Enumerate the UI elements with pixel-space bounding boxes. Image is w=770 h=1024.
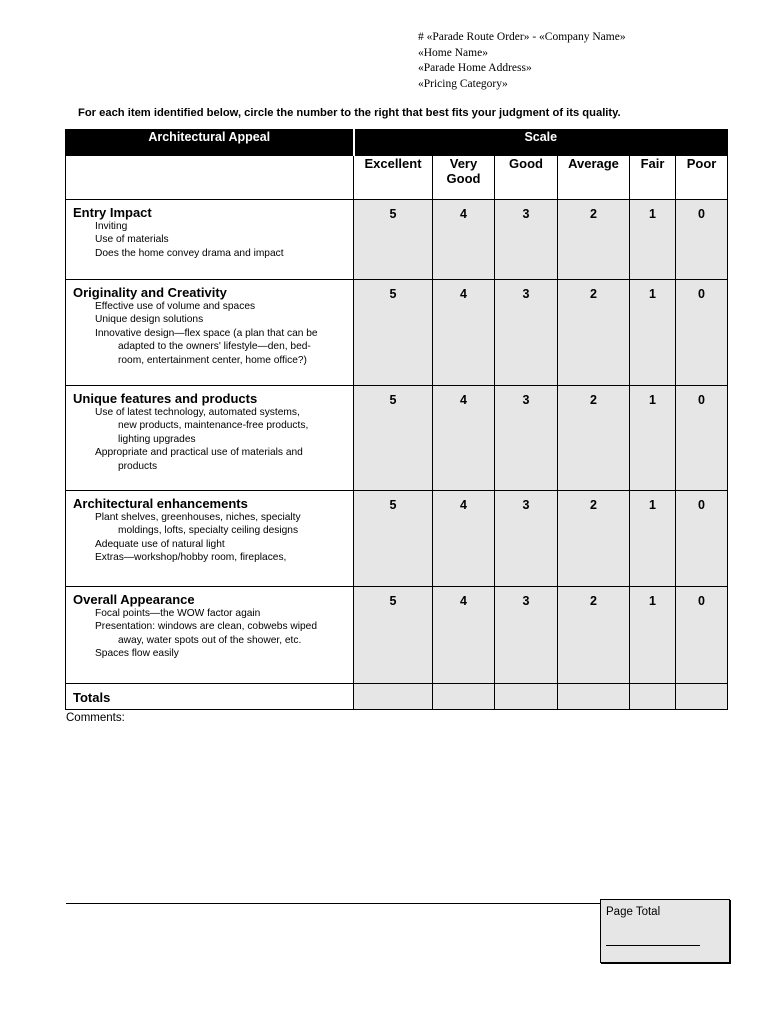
instructions-text: For each item identified below, circle the number to the right that best fits your judgment of its quality. [78,107,621,119]
page-total-box[interactable] [600,899,730,963]
totals-row [66,684,728,710]
scale-label-good: Good [495,156,558,200]
total-poor-field[interactable] [676,684,728,710]
score-1[interactable]: 1 [630,587,676,684]
total-good-field[interactable] [495,684,558,710]
criteria-line: new products, maintenance-free products, [118,420,309,432]
header-line-home-name: «Home Name» [418,46,488,59]
score-0[interactable]: 0 [676,587,728,684]
item-title: Entry Impact [73,205,152,220]
header-line-address: «Parade Home Address» [418,62,532,74]
scale-label-very-good: Very Good [433,156,495,200]
scale-label-excellent: Excellent [354,156,433,200]
item-title: Unique features and products [73,391,258,406]
score-2[interactable]: 2 [558,587,630,684]
page-total-label: Page Total [606,906,661,918]
item-description [66,386,354,491]
criteria-line: Presentation: windows are clean, cobwebs wiped [95,621,317,633]
score-1[interactable]: 1 [630,200,676,280]
score-3[interactable]: 3 [495,280,558,386]
criteria-line: Plant shelves, greenhouses, niches, specialty [95,512,301,523]
item-title: Originality and Creativity [73,285,227,300]
score-3[interactable]: 3 [495,200,558,280]
scale-label-fair: Fair [630,156,676,200]
criteria-line: Focal points—the WOW factor again [95,608,261,619]
table-row [66,491,728,587]
score-1[interactable]: 1 [630,491,676,587]
score-0[interactable]: 0 [676,491,728,587]
score-4[interactable]: 4 [433,491,495,587]
header-line-route-company: # «Parade Route Order» - «Company Name» [418,31,626,43]
criteria-line: adapted to the owners' lifestyle—den, bed- [118,341,311,353]
criteria-line: Inviting [95,221,128,232]
section-title: Architectural Appeal [66,130,354,156]
scale-label-poor: Poor [676,156,728,200]
table-row [66,200,728,280]
score-3[interactable]: 3 [495,386,558,491]
score-5[interactable]: 5 [354,587,433,684]
score-5[interactable]: 5 [354,200,433,280]
score-4[interactable]: 4 [433,386,495,491]
table-row [66,386,728,491]
criteria-line: away, water spots out of the shower, etc. [118,634,302,646]
criteria-line: lighting upgrades [118,433,196,445]
score-0[interactable]: 0 [676,280,728,386]
item-title: Overall Appearance [73,592,195,607]
item-description [66,587,354,684]
criteria-line: Unique design solutions [95,314,204,326]
scale-title: Scale [354,130,728,156]
score-2[interactable]: 2 [558,386,630,491]
criteria-line: Spaces flow easily [95,648,179,660]
score-3[interactable]: 3 [495,491,558,587]
score-4[interactable]: 4 [433,200,495,280]
comments-label: Comments: [66,712,125,724]
score-4[interactable]: 4 [433,587,495,684]
criteria-line: moldings, lofts, specialty ceiling designs [118,525,299,537]
total-fair-field[interactable] [630,684,676,710]
page-total-line [606,945,700,946]
score-5[interactable]: 5 [354,280,433,386]
comments-line [66,903,600,904]
blank-label-cell [66,156,354,200]
criteria-line: Effective use of volume and spaces [95,301,256,312]
criteria-line: Extras—workshop/hobby room, fireplaces, [95,552,287,564]
scale-label-average: Average [558,156,630,200]
criteria-line: Appropriate and practical use of materials and [95,447,303,459]
header-line-pricing: «Pricing Category» [418,77,508,90]
criteria-line: Adequate use of natural light [95,538,225,550]
score-0[interactable]: 0 [676,386,728,491]
item-description [66,280,354,386]
item-description [66,200,354,280]
item-title: Architectural enhancements [73,496,248,511]
total-excellent-field[interactable] [354,684,433,710]
item-description [66,491,354,587]
score-1[interactable]: 1 [630,386,676,491]
criteria-line: room, entertainment center, home office?) [118,354,307,366]
criteria-line: Does the home convey drama and impact [95,247,284,259]
score-1[interactable]: 1 [630,280,676,386]
criteria-line: Innovative design—flex space (a plan that can be [95,327,318,339]
score-3[interactable]: 3 [495,587,558,684]
criteria-line: products [118,460,158,472]
table-row [66,280,728,386]
score-5[interactable]: 5 [354,491,433,587]
total-average-field[interactable] [558,684,630,710]
criteria-line: Use of materials [95,234,169,246]
total-very-good-field[interactable] [433,684,495,710]
score-4[interactable]: 4 [433,280,495,386]
score-2[interactable]: 2 [558,280,630,386]
criteria-line: Use of latest technology, automated systems, [95,407,300,418]
totals-label: Totals [66,684,354,710]
score-5[interactable]: 5 [354,386,433,491]
score-2[interactable]: 2 [558,491,630,587]
score-0[interactable]: 0 [676,200,728,280]
score-2[interactable]: 2 [558,200,630,280]
table-row [66,587,728,684]
scoring-table [65,129,728,710]
merge-field-header [418,30,626,92]
